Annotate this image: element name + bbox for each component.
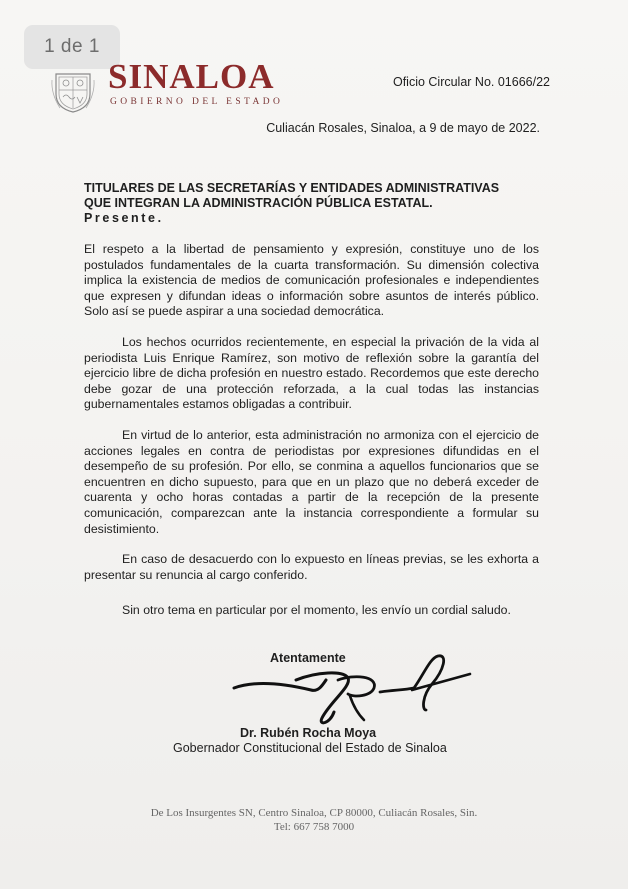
addressee-line: QUE INTEGRAN LA ADMINISTRACIÓN PÚBLICA ESTATAL.: [84, 196, 433, 210]
paragraph: En virtud de lo anterior, esta administración no armoniza con el ejercicio de acciones legales en contra de periodistas por expresiones difundidas en el desempeño de su profesión. Por ello, se conmina a aquellos funcionarios que se encuentren en dicho supuesto, para que en un plazo que no deberá exceder de cuarenta y ocho horas contadas a partir de la recepción de la presente comunicación, comparezcan ante la instancia correspondiente a formular su desistimiento.: [84, 427, 539, 536]
addressee-line: TITULARES DE LAS SECRETARÍAS Y ENTIDADES ADMINISTRATIVAS: [84, 181, 500, 195]
state-coat-of-arms-icon: [50, 70, 96, 114]
addressee: [84, 181, 554, 226]
sign-off: Atentamente: [270, 651, 346, 665]
letterhead-subtitle: GOBIERNO DEL ESTADO: [110, 97, 284, 107]
footer-address: De Los Insurgentes SN, Centro Sinaloa, CP 80000, Culiacán Rosales, Sin.: [150, 807, 478, 819]
paragraph: Los hechos ocurridos recientemente, en especial la privación de la vida al periodista Luis Enrique Ramírez, son motivo de reflexión sobre la garantía del ejercicio libre de dicha profesión en nuestro estado. Recordemos que este derecho debe gozar de una protección reforzada, a la cual todas las instancias gubernamentales estamos obligadas a contribuir.: [84, 334, 539, 412]
paragraph: El respeto a la libertad de pensamiento y expresión, constituye uno de los postulados fundamentales de la cuarta transformación. Su dimensión colectiva implica la existencia de medios de comunicación profesionales e independientes que expresen y difundan ideas o información sobre asuntos de interés público. Solo así se puede aspirar a una sociedad democrática.: [84, 242, 539, 319]
letter-body: [84, 242, 539, 598]
letterhead-name: SINALOA: [108, 57, 275, 96]
footer-phone: Tel: 667 758 7000: [273, 821, 355, 833]
letter-reference: Oficio Circular No. 01666/22: [392, 75, 550, 89]
place-date: Culiacán Rosales, Sinaloa, a 9 de mayo de 2022.: [266, 121, 540, 135]
page-indicator: 1 de 1: [24, 25, 120, 69]
paragraph: En caso de desacuerdo con lo expuesto en líneas previas, se les exhorta a presentar su renuncia al cargo conferido.: [84, 552, 539, 582]
closing-line: Sin otro tema en particular por el momento, les envío un cordial saludo.: [122, 603, 511, 617]
signer-name: Dr. Rubén Rocha Moya: [240, 726, 377, 740]
addressee-greeting: Presente.: [84, 211, 164, 225]
letterhead: [108, 58, 283, 107]
handwritten-signature: [226, 650, 476, 732]
signer-title: Gobernador Constitucional del Estado de Sinaloa: [173, 741, 447, 755]
